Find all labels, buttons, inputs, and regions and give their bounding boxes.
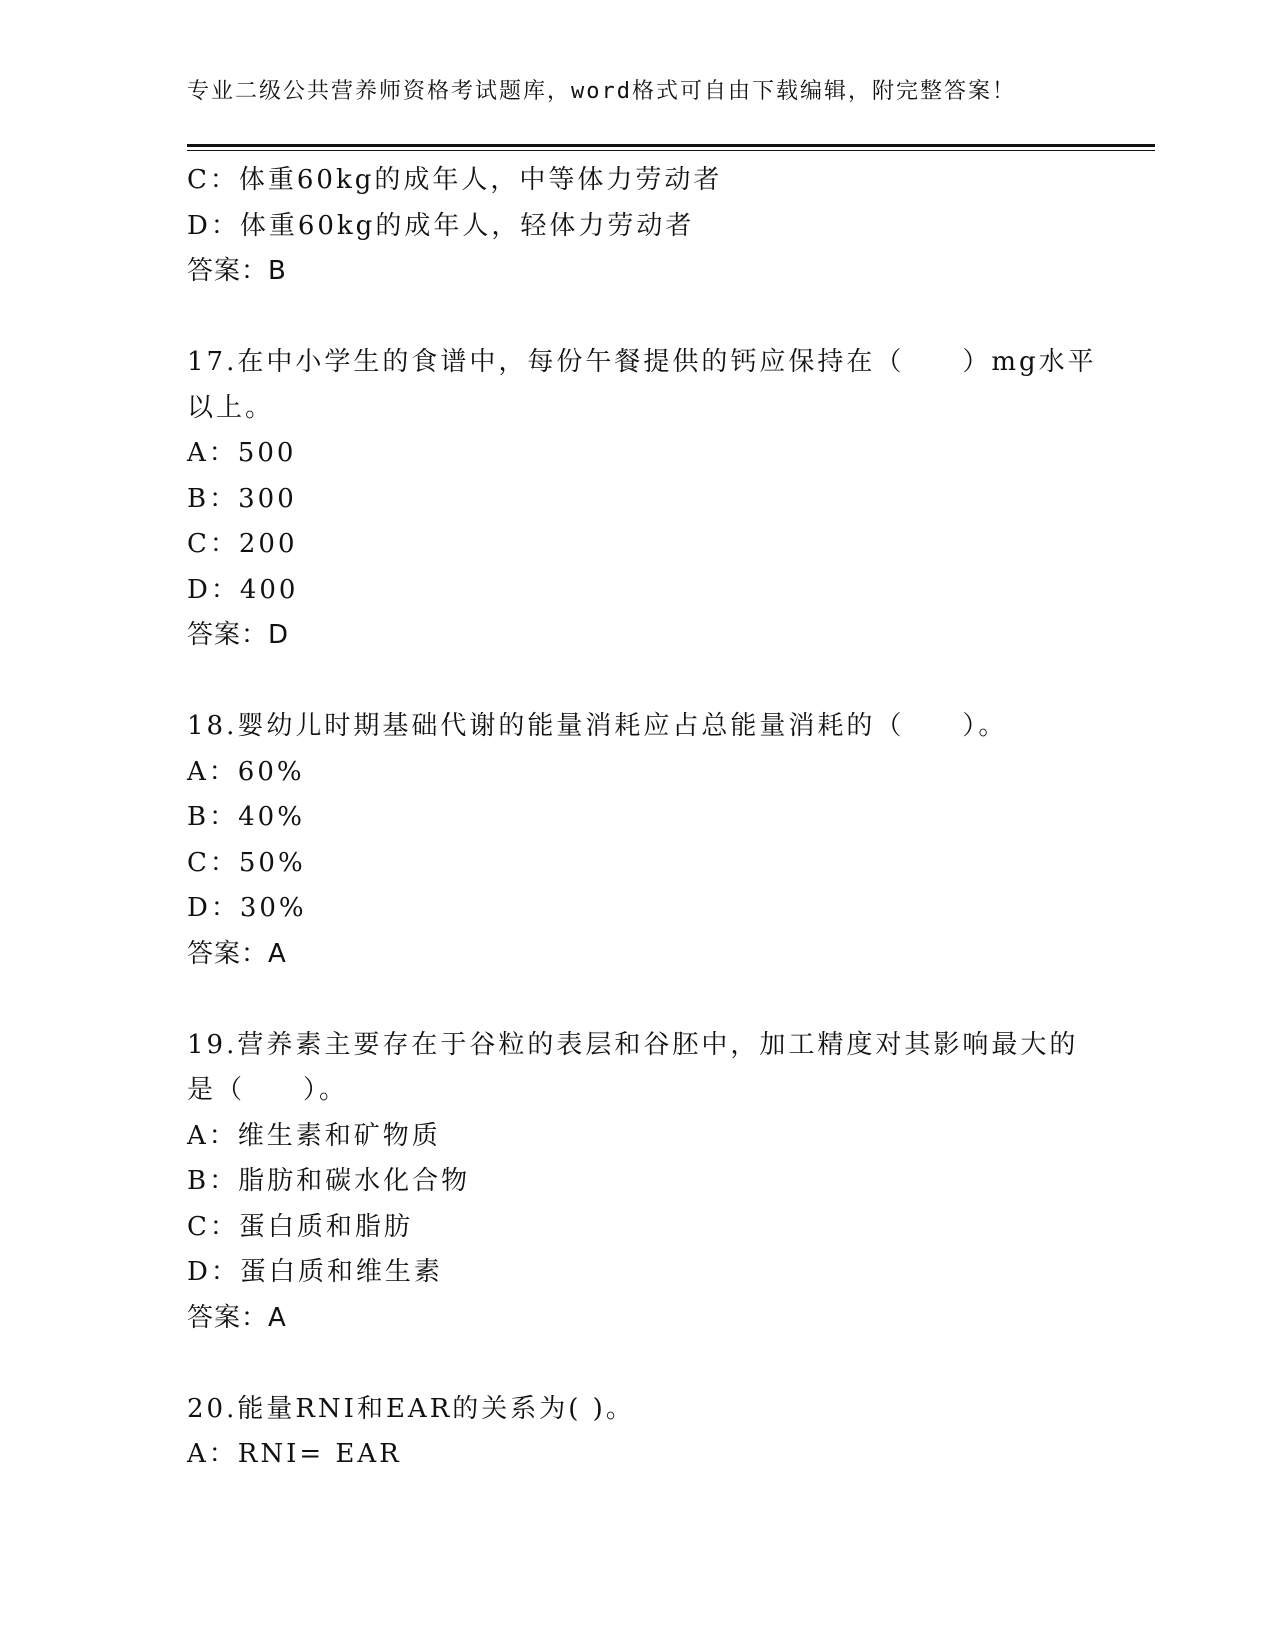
question-18 bbox=[187, 704, 1087, 977]
option-b: B：300 bbox=[187, 483, 297, 514]
answer: 答案：A bbox=[187, 938, 287, 969]
question-stem: 20.能量RNI和EAR的关系为( )。 bbox=[187, 1393, 635, 1424]
spacer bbox=[187, 295, 1087, 341]
question-list bbox=[187, 158, 1097, 1478]
spacer bbox=[187, 977, 1087, 1023]
option-a: A：维生素和矿物质 bbox=[187, 1120, 441, 1151]
spacer bbox=[187, 659, 1087, 705]
question-stem: 18.婴幼儿时期基础代谢的能量消耗应占总能量消耗的（ ）。 bbox=[187, 711, 1008, 741]
option-a: A：500 bbox=[187, 438, 297, 468]
option-b: B：脂肪和碳水化合物 bbox=[187, 1166, 471, 1196]
spacer bbox=[187, 1341, 1087, 1387]
option-c: C：蛋白质和脂肪 bbox=[187, 1211, 413, 1242]
question-16-continued bbox=[187, 158, 1087, 295]
answer: 答案：D bbox=[187, 620, 290, 650]
answer: 答案：B bbox=[187, 256, 287, 286]
header-divider-thin bbox=[187, 150, 1155, 151]
question-stem-cont: 是（ ）。 bbox=[187, 1075, 349, 1105]
option-a: A：RNI= EAR bbox=[187, 1439, 402, 1469]
option-b: B：40% bbox=[187, 802, 305, 832]
header-divider-thick bbox=[187, 144, 1155, 147]
question-17 bbox=[187, 340, 1097, 659]
question-stem: 19.营养素主要存在于谷粒的表层和谷胚中，加工精度对其影响最大的 bbox=[187, 1029, 1079, 1060]
option-a: A：60% bbox=[187, 756, 305, 787]
page-header: 专业二级公共营养师资格考试题库，word格式可自由下载编辑，附完整答案！ bbox=[187, 79, 1016, 104]
option-d: D：400 bbox=[187, 574, 299, 605]
option-c: C：50% bbox=[187, 847, 306, 878]
option-c: C：200 bbox=[187, 529, 298, 559]
answer: 答案：A bbox=[187, 1302, 287, 1333]
option-d: D：蛋白质和维生素 bbox=[187, 1257, 443, 1287]
question-20 bbox=[187, 1387, 1087, 1478]
question-19 bbox=[187, 1023, 1087, 1342]
option-d: D：体重60kg的成年人，轻体力劳动者 bbox=[187, 210, 695, 241]
question-stem-cont: 以上。 bbox=[187, 392, 275, 423]
question-stem: 17.在中小学生的食谱中，每份午餐提供的钙应保持在（ ）mg水平 bbox=[187, 347, 1097, 377]
option-c: C：体重60kg的成年人，中等体力劳动者 bbox=[187, 165, 723, 195]
option-d: D：30% bbox=[187, 893, 307, 923]
